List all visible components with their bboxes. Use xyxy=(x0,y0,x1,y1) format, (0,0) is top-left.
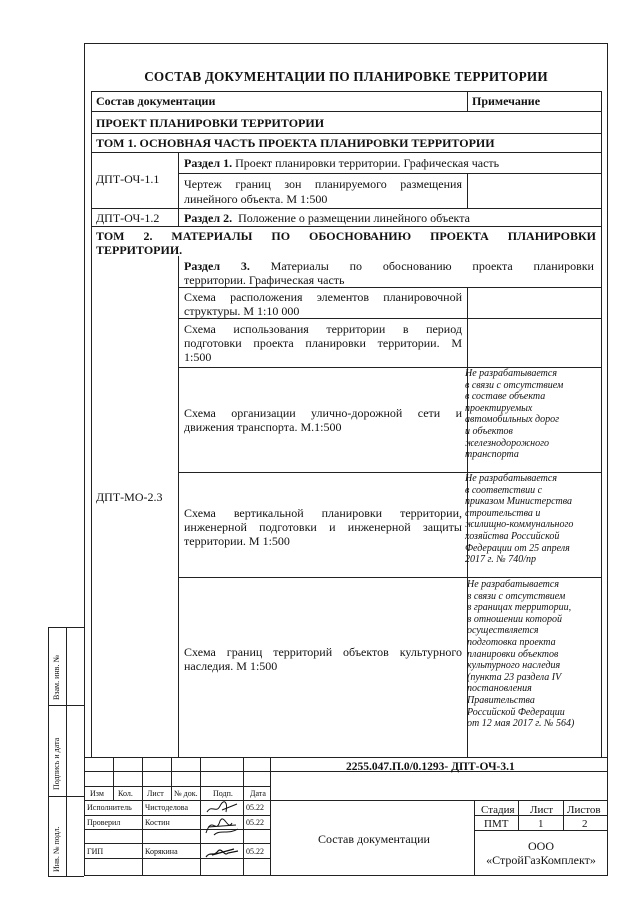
person-name: Чистоделова xyxy=(145,803,189,812)
side-label-inv-orig: Инв. № подл. xyxy=(52,826,61,872)
scheme-item: движения транспорта. М.1:500 xyxy=(184,420,342,434)
scheme-item: территории. М 1:500 xyxy=(184,534,290,548)
role-label: Исполнитель xyxy=(87,803,132,812)
row-code: ДПТ-ОЧ-1.2 xyxy=(96,211,160,225)
volume2-title: ТЕРРИТОРИИ. xyxy=(96,243,183,257)
col-label: Кол. xyxy=(118,789,133,798)
volume2-title: ТОМ 2. МАТЕРИАЛЫ ПО ОБОСНОВАНИЮ ПРОЕКТА ПЛАНИРОВКИ xyxy=(96,229,596,243)
col-label: Дата xyxy=(250,789,266,798)
org-name: «СтройГазКомплект» xyxy=(486,853,596,867)
section1-heading: Раздел 1. Проект планировки территории. Графическая часть xyxy=(184,156,500,170)
sign-date: 05.22 xyxy=(246,818,264,827)
scheme-item: подготовки проекта планировки территории. М xyxy=(184,336,462,350)
scheme-item: инженерной подготовки и инженерной защиты xyxy=(184,520,462,534)
scheme-item: Схема организации улично-дорожной сети и xyxy=(184,406,462,420)
section3-heading: территории. Графическая часть xyxy=(184,273,345,287)
note-text: Не разрабатывается в связи с отсутствием в составе объекта проектируемых автомобильных дорог и объектов железнодорожного транспорта xyxy=(465,368,564,461)
document-title: СОСТАВ ДОКУМЕНТАЦИИ ПО ПЛАНИРОВКЕ ТЕРРИТОРИИ xyxy=(144,69,548,84)
person-name: Корякина xyxy=(145,847,178,856)
signature-icon xyxy=(204,845,240,861)
stage-label: Стадия xyxy=(481,804,515,816)
org-name: ООО xyxy=(528,839,554,853)
drawing-line: линейного объекта. М 1:500 xyxy=(184,192,328,206)
col-label: Изм xyxy=(90,789,104,798)
scheme-item: Схема использования территории в период xyxy=(184,322,462,336)
volume1-title: ТОМ 1. ОСНОВНАЯ ЧАСТЬ ПРОЕКТА ПЛАНИРОВКИ ТЕРРИТОРИИ xyxy=(96,136,495,150)
stage-value: ПМТ xyxy=(484,818,509,830)
doc-name: Состав документации xyxy=(318,832,430,846)
project-heading: ПРОЕКТ ПЛАНИРОВКИ ТЕРРИТОРИИ xyxy=(96,116,325,130)
side-label-inv-replace: Взам. инв. № xyxy=(52,654,61,700)
section3-heading: Раздел 3. Материалы по обоснованию проекта планировки xyxy=(184,259,594,273)
header-note: Примечание xyxy=(472,94,541,108)
note-text: Не разрабатывается в связи с отсутствием в границах территории, в отношении которой осуществляется подготовка проекта планировки объектов культурного наследия (пункта 23 раздела IV постановления Правительства Российской Федерации от 12 мая 2017 г. № 564) xyxy=(467,579,575,730)
scheme-item: 1:500 xyxy=(184,350,212,364)
header-composition: Состав документации xyxy=(96,94,216,108)
col-label: Подп. xyxy=(213,789,233,798)
sign-date: 05.22 xyxy=(246,803,264,812)
scheme-item: Схема вертикальной планировки территории, xyxy=(184,506,462,520)
person-name: Костин xyxy=(145,818,170,827)
drawing-line: Чертеж границ зон планируемого размещения xyxy=(184,177,462,191)
sheet-label: Лист xyxy=(530,804,554,816)
sheet-value: 1 xyxy=(538,818,544,830)
scheme-item: структуры. М 1:10 000 xyxy=(184,304,300,318)
note-text: Не разрабатывается в соответствии с приказом Министерства строительства и жилищно-коммунального хозяйства Российской Федерации от 25 апреля 2017 г. № 740/пр xyxy=(465,473,574,566)
col-label: № док. xyxy=(174,789,198,798)
role-label: ГИП xyxy=(87,847,104,856)
section2-heading: Раздел 2. Положение о размещении линейного объекта xyxy=(184,211,470,225)
col-label: Лист xyxy=(147,789,164,798)
row-code: ДПТ-МО-2.3 xyxy=(96,490,163,504)
scheme-item: наследия. М 1:500 xyxy=(184,659,278,673)
scheme-item: Схема расположения элементов планировочной xyxy=(184,290,462,304)
side-label-sign-date: Подпись и дата xyxy=(52,737,61,790)
scheme-item: Схема границ территорий объектов культурного xyxy=(184,645,462,659)
signature-icon xyxy=(202,813,242,837)
sign-date: 05.22 xyxy=(246,847,264,856)
role-label: Проверил xyxy=(87,818,121,827)
row-code: ДПТ-ОЧ-1.1 xyxy=(96,172,160,186)
sheets-label: Листов xyxy=(567,804,601,816)
doc-code: 2255.047.П.0/0.1293- ДПТ-ОЧ-3.1 xyxy=(346,761,515,773)
sheets-value: 2 xyxy=(582,818,588,830)
